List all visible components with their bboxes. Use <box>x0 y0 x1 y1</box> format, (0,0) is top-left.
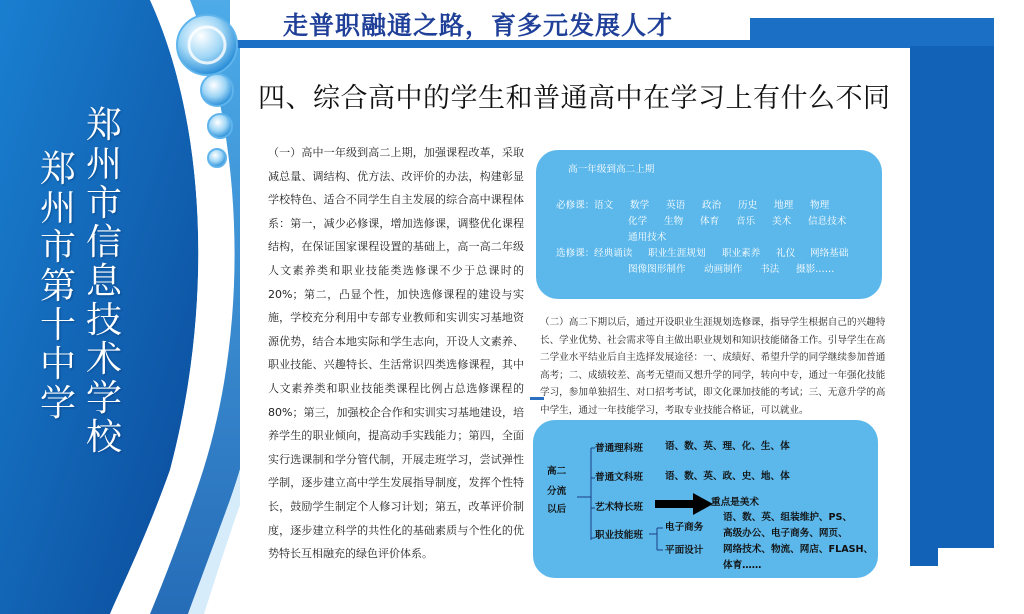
arrow-icon <box>655 492 715 516</box>
col2-char-2: 市 <box>85 183 122 224</box>
col1-char-6: 学 <box>39 383 76 424</box>
section-heading: 四、综合高中的学生和普通高中在学习上有什么不同 <box>258 83 891 114</box>
col1-char-5: 中 <box>39 344 76 385</box>
col1-char-0: 郑 <box>39 149 76 190</box>
req2-item-4: 美术 <box>772 216 792 227</box>
vocational-subjects-4: 体育…… <box>723 560 762 571</box>
track-science-subjects: 语、数、英、理、化、生、体 <box>665 441 790 452</box>
req3-item-0: 通用技术 <box>628 232 667 243</box>
col2-char-6: 术 <box>85 339 122 380</box>
col2-char-7: 学 <box>85 378 122 419</box>
major-bracket <box>649 518 709 558</box>
req2-item-3: 音乐 <box>736 216 756 227</box>
req1-item-6: 物理 <box>810 200 830 211</box>
col1-char-1: 州 <box>39 188 76 229</box>
corner-white <box>938 548 1024 614</box>
req1-item-2: 英语 <box>666 200 686 211</box>
req2-item-2: 体育 <box>700 216 720 227</box>
bubble-tiny <box>208 149 226 167</box>
vocational-subjects-2: 高级办公、电子商务、网页、 <box>723 528 848 539</box>
ele2-item-3: 摄影…… <box>796 264 835 275</box>
col2-char-5: 技 <box>85 300 122 341</box>
school-name-vertical-1 <box>38 150 78 423</box>
req1-item-5: 地理 <box>774 200 794 211</box>
vocational-subjects-1: 语、数、英、组装维护、PS、 <box>723 512 853 523</box>
track-art-special: 艺术特长班 <box>595 502 643 513</box>
col2-char-0: 郑 <box>85 105 122 146</box>
ele1-item-0: 经典诵读 <box>594 248 633 259</box>
col2-char-1: 州 <box>85 144 122 185</box>
track-vocational: 职业技能班 <box>595 530 643 541</box>
curriculum-box <box>536 150 882 299</box>
curriculum-title: 高一年级到高二上期 <box>568 164 655 175</box>
col1-char-4: 十 <box>39 305 76 346</box>
bubble-medium <box>201 74 233 106</box>
major-ecommerce: 电子商务 <box>665 522 704 533</box>
req1-item-4: 历史 <box>738 200 758 211</box>
req2-item-1: 生物 <box>664 216 684 227</box>
right-edge-bar <box>910 46 994 566</box>
track-bracket <box>577 442 637 572</box>
req1-item-3: 政治 <box>702 200 722 211</box>
ele2-item-1: 动画制作 <box>704 264 743 275</box>
col1-char-3: 第 <box>39 266 76 307</box>
bubble-small <box>208 114 232 138</box>
req1-item-1: 数学 <box>630 200 650 211</box>
col1-char-2: 市 <box>39 227 76 268</box>
col2-char-4: 息 <box>85 261 122 302</box>
ele2-item-2: 书法 <box>760 264 780 275</box>
track-science: 普通理科班 <box>595 443 643 454</box>
col2-char-3: 信 <box>85 222 122 263</box>
track-art-focus: 重点是美术 <box>711 497 759 508</box>
required-label: 必修课： <box>556 200 595 211</box>
track-arts: 普通文科班 <box>595 472 643 483</box>
elective-label: 选修课： <box>556 248 595 259</box>
ele1-item-3: 礼仪 <box>776 248 796 259</box>
vocational-subjects-3: 网络技术、物流、网店、FLASH、 <box>723 544 874 555</box>
ele1-item-2: 职业素养 <box>722 248 761 259</box>
col2-char-8: 校 <box>85 417 122 458</box>
section-2-text: （二）高二下期以后，通过开设职业生涯规划选修课，指导学生根据自己的兴趣特长、学业优势、社会需求等自主做出职业规划和知识技能储备工作。引导学生在高二学业水平结业后自主选择发展途径：一、成绩好、希望升学的同学继续参加普通高考；二、成绩较差、高考无望而又想升学的同学，转向中专，通过一年强化技能学习，参加单独招生、对口招考考试，即文化课加技能的考试；三、无意升学的高中学生，通过一年技能学习，考取专业技能合格证，可以就业。 <box>540 317 886 416</box>
major-graphic-design: 平面设计 <box>665 545 704 556</box>
req2-item-5: 信息技术 <box>808 216 847 227</box>
section-1-text: （一）高中一年级到高二上期，加强课程改革，采取减总量、调结构、优方法、改评价的办法，构建彰显学校特色、适合不同学生自主发展的综合高中课程体系：第一，减少必修课，增加选修课，调整优化课程结构，在保证国家课程设置的基础上，高一高二年级人文素养类和职业技能类选修课不少于总课时的20%；第二，凸显个性，加快选修课程的建设与实施，学校充分利用中专部专业教师和实训实习基地资源优势，结合本地实际和学生志向，开设人文素养、职业技能、兴趣特长、生活常识四类选修课程，其中人文素养类和职业技能类课程比例占总选修课程的80%；第三，加强校企合作和实训实习基地建设，培养学生的职业倾向，提高动手实践能力；第四，全面实行选课制和学分管代制，开展走班学习，尝试弹性学制，逐步建立高中学生发展指导制度，发挥个性特长，鼓励学生制定个人修习计划；第五，改革评价制度，逐步建立科学的共性化的基础素质与个性化的优势特长互相融充的绿色评价体系。 <box>268 146 524 561</box>
ele2-item-0: 图像图形制作 <box>628 264 686 275</box>
req2-item-0: 化学 <box>628 216 648 227</box>
ele1-item-4: 网络基础 <box>810 248 849 259</box>
school-name-vertical-2 <box>84 106 124 457</box>
banner-right-block <box>750 18 994 48</box>
bubble-large <box>177 15 237 75</box>
req1-item-0: 语文 <box>594 200 614 211</box>
track-arts-subjects: 语、数、英、政、史、地、体 <box>665 471 790 482</box>
banner-slogan: 走普职融通之路，育多元发展人才 <box>283 11 674 40</box>
ele1-item-1: 职业生涯规划 <box>648 248 706 259</box>
side-label-1: 高二 <box>547 466 567 477</box>
side-label-3: 以后 <box>547 504 567 515</box>
side-label-2: 分流 <box>547 486 567 497</box>
